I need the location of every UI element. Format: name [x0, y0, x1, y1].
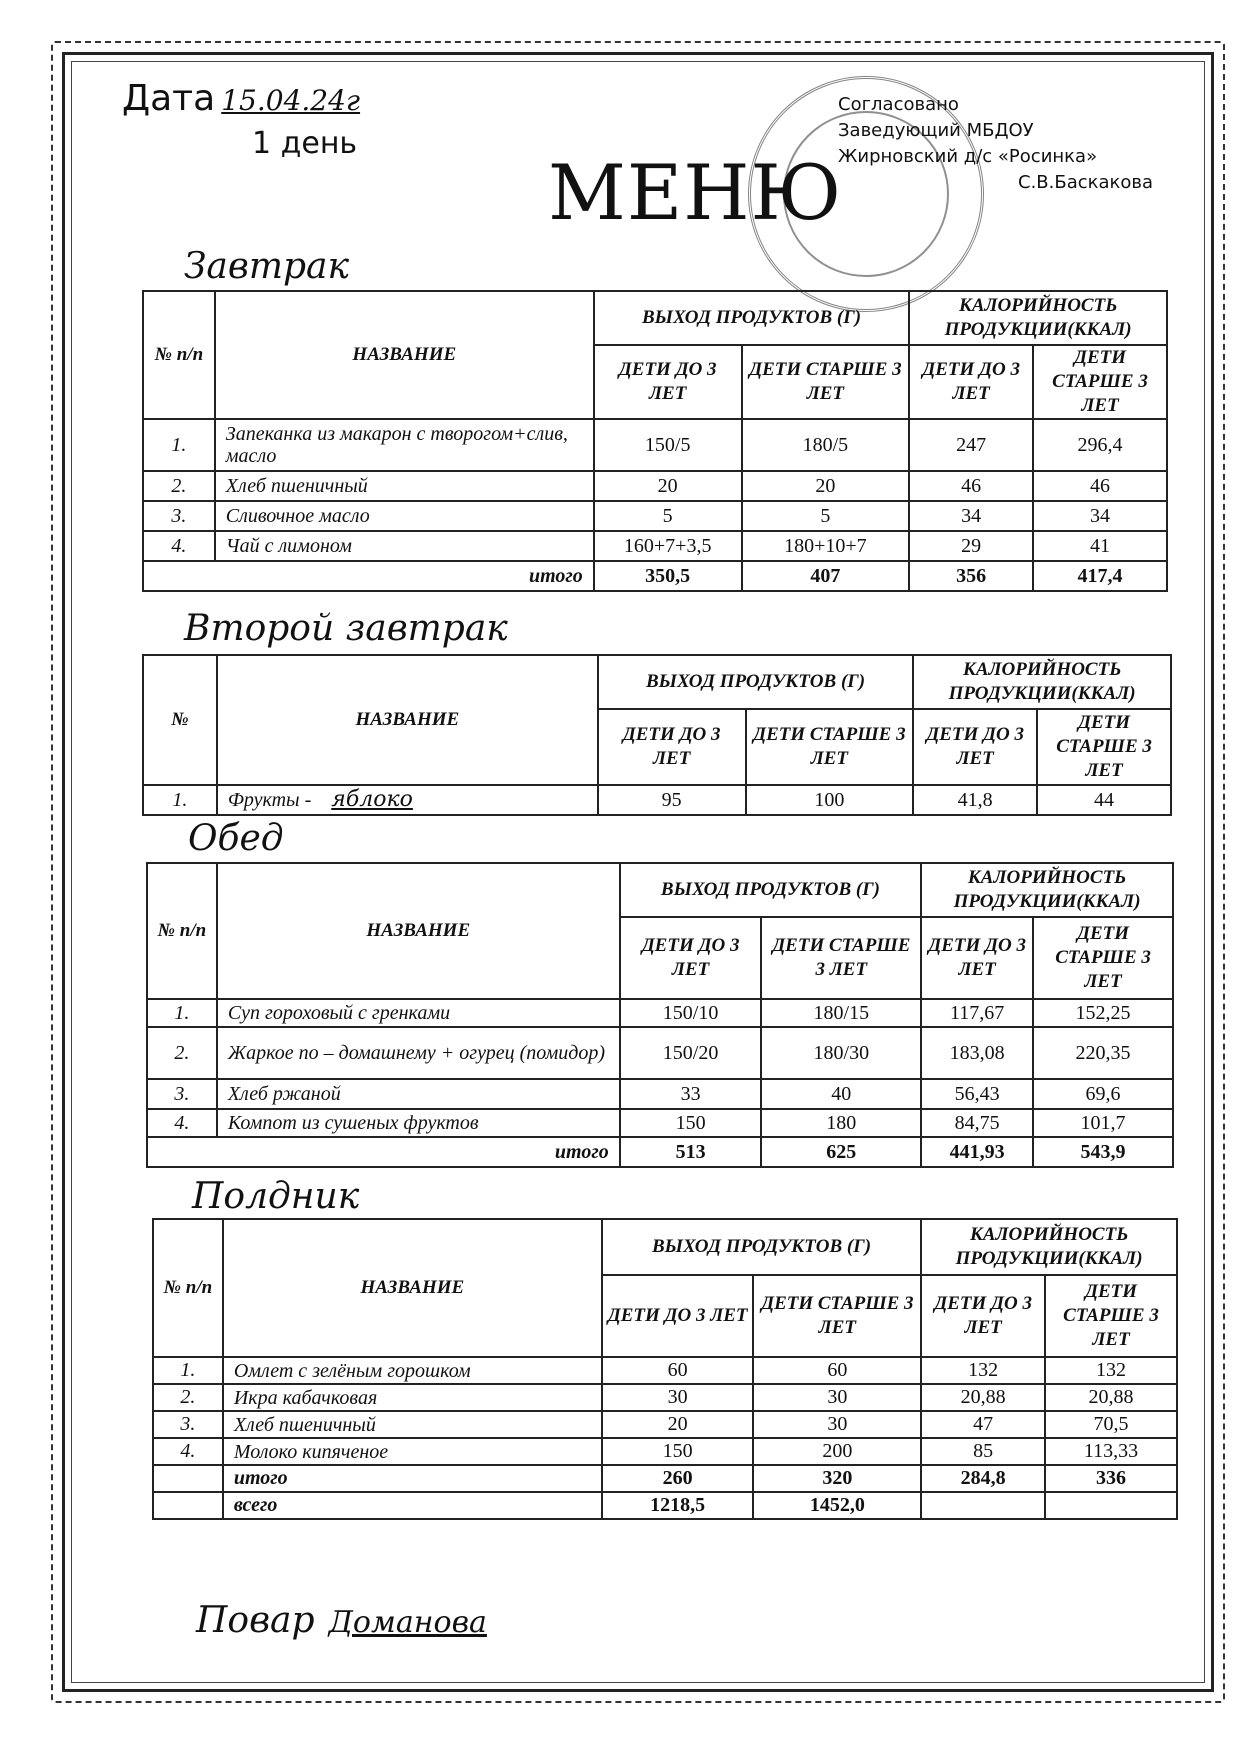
row-cal-under3: 84,75: [921, 1109, 1033, 1137]
row-yield-over3: 180: [761, 1109, 921, 1137]
row-num: 2.: [153, 1384, 223, 1411]
row-cal-under3: 29: [909, 531, 1033, 561]
row-name: Хлеб ржаной: [217, 1079, 620, 1109]
cook-signature: Доманова: [328, 1605, 487, 1640]
lunch-table: [146, 862, 1174, 1168]
col-header-over3: ДЕТИ СТАРШЕ 3 ЛЕТ: [761, 917, 921, 999]
approval-signatory: С.В.Баскакова: [1018, 172, 1154, 193]
row-name: [217, 785, 598, 815]
date-value: 15.04.24г: [221, 84, 361, 117]
table-row: [143, 471, 1167, 501]
row-yield-under3: 150: [620, 1109, 762, 1137]
approval-line: Заведующий МБДОУ: [838, 120, 1034, 141]
col-header-over3: ДЕТИ СТАРШЕ 3 ЛЕТ: [1033, 345, 1167, 419]
row-cal-over3: 220,35: [1033, 1027, 1173, 1079]
col-header-num: № п/п: [153, 1219, 223, 1357]
row-cal-over3: 296,4: [1033, 419, 1167, 471]
total-yield-under3: 513: [620, 1137, 762, 1167]
empty-cell: [153, 1492, 223, 1519]
row-yield-under3: 150/5: [594, 419, 742, 471]
table-row: [153, 1357, 1177, 1384]
col-header-name: НАЗВАНИЕ: [223, 1219, 602, 1357]
row-yield-over3: 5: [742, 501, 910, 531]
row-name: Омлет с зелёным горошком: [223, 1357, 602, 1384]
total-label: итого: [143, 561, 594, 591]
col-header-under3: ДЕТИ ДО 3 ЛЕТ: [602, 1275, 754, 1357]
row-cal-under3: 247: [909, 419, 1033, 471]
empty-cell: [921, 1492, 1045, 1519]
grand-total-row: [153, 1492, 1177, 1519]
row-name: Запеканка из макарон с творогом+слив, масло: [215, 419, 594, 471]
row-cal-under3: 34: [909, 501, 1033, 531]
approval-block: [838, 92, 1153, 196]
total-yield-over3: 625: [761, 1137, 921, 1167]
row-num: 3.: [143, 501, 215, 531]
row-yield-under3: 33: [620, 1079, 762, 1109]
row-cal-over3: 44: [1037, 785, 1171, 815]
total-cal-over3: 336: [1045, 1465, 1177, 1492]
handwritten-fruit: яблоко: [331, 787, 413, 812]
col-header-over3: ДЕТИ СТАРШЕ 3 ЛЕТ: [1037, 709, 1171, 785]
row-num: 1.: [147, 999, 217, 1027]
day-label: 1 день: [252, 126, 358, 161]
date-line: [122, 78, 360, 119]
col-header-over3: ДЕТИ СТАРШЕ 3 ЛЕТ: [753, 1275, 921, 1357]
approval-line: Согласовано: [838, 94, 959, 115]
total-yield-over3: 407: [742, 561, 910, 591]
row-cal-over3: 34: [1033, 501, 1167, 531]
row-name: Икра кабачковая: [223, 1384, 602, 1411]
col-header-name: НАЗВАНИЕ: [217, 655, 598, 785]
col-header-under3: ДЕТИ ДО 3 ЛЕТ: [921, 917, 1033, 999]
table-row: [147, 1109, 1173, 1137]
date-label: Дата: [122, 78, 216, 119]
row-yield-under3: 150/10: [620, 999, 762, 1027]
row-name: Молоко кипяченое: [223, 1438, 602, 1465]
row-yield-over3: 100: [746, 785, 914, 815]
col-header-under3: ДЕТИ ДО 3 ЛЕТ: [921, 1275, 1045, 1357]
col-header-over3: ДЕТИ СТАРШЕ 3 ЛЕТ: [1045, 1275, 1177, 1357]
row-name: Хлеб пшеничный: [215, 471, 594, 501]
row-num: 3.: [147, 1079, 217, 1109]
col-header-yield: ВЫХОД ПРОДУКТОВ (Г): [620, 863, 921, 917]
row-yield-over3: 180+10+7: [742, 531, 910, 561]
col-header-num: №: [143, 655, 217, 785]
row-yield-under3: 150: [602, 1438, 754, 1465]
row-yield-over3: 180/30: [761, 1027, 921, 1079]
row-cal-over3: 41: [1033, 531, 1167, 561]
row-cal-over3: 46: [1033, 471, 1167, 501]
row-yield-over3: 30: [753, 1384, 921, 1411]
col-header-calories: КАЛОРИЙНОСТЬ ПРОДУКЦИИ(ККАЛ): [921, 1219, 1177, 1275]
row-cal-under3: 56,43: [921, 1079, 1033, 1109]
row-cal-over3: 152,25: [1033, 999, 1173, 1027]
total-cal-over3: 417,4: [1033, 561, 1167, 591]
total-label: итого: [147, 1137, 620, 1167]
row-cal-under3: 20,88: [921, 1384, 1045, 1411]
section-title-lunch: Обед: [188, 818, 284, 859]
second-breakfast-table: [142, 654, 1172, 816]
col-header-under3: ДЕТИ ДО 3 ЛЕТ: [909, 345, 1033, 419]
col-header-under3: ДЕТИ ДО 3 ЛЕТ: [913, 709, 1037, 785]
grand-total-under3: 1218,5: [602, 1492, 754, 1519]
row-name: Чай с лимоном: [215, 531, 594, 561]
empty-cell: [1045, 1492, 1177, 1519]
row-num: 4.: [147, 1109, 217, 1137]
total-yield-over3: 320: [753, 1465, 921, 1492]
col-header-calories: КАЛОРИЙНОСТЬ ПРОДУКЦИИ(ККАЛ): [913, 655, 1171, 709]
row-name: Сливочное масло: [215, 501, 594, 531]
row-num: 2.: [147, 1027, 217, 1079]
grand-total-over3: 1452,0: [753, 1492, 921, 1519]
empty-cell: [153, 1465, 223, 1492]
cook-signature-line: [196, 1600, 487, 1641]
row-cal-under3: 85: [921, 1438, 1045, 1465]
row-yield-over3: 180/5: [742, 419, 910, 471]
row-cal-under3: 46: [909, 471, 1033, 501]
row-num: 1.: [153, 1357, 223, 1384]
snack-table: [152, 1218, 1178, 1520]
table-row: [153, 1411, 1177, 1438]
row-yield-over3: 20: [742, 471, 910, 501]
section-title-second-breakfast: Второй завтрак: [184, 608, 508, 649]
row-num: 3.: [153, 1411, 223, 1438]
row-yield-over3: 40: [761, 1079, 921, 1109]
row-cal-over3: 69,6: [1033, 1079, 1173, 1109]
total-label: итого: [223, 1465, 602, 1492]
row-cal-over3: 70,5: [1045, 1411, 1177, 1438]
section-title-snack: Полдник: [192, 1176, 360, 1217]
row-name: Хлеб пшеничный: [223, 1411, 602, 1438]
row-yield-under3: 60: [602, 1357, 754, 1384]
table-row: [153, 1384, 1177, 1411]
row-name-text: Фрукты -: [227, 789, 312, 811]
col-header-num: № п/п: [143, 291, 215, 419]
row-cal-under3: 183,08: [921, 1027, 1033, 1079]
cook-label: Повар: [196, 1600, 315, 1641]
table-row: [147, 999, 1173, 1027]
row-yield-under3: 20: [602, 1411, 754, 1438]
col-header-name: НАЗВАНИЕ: [217, 863, 620, 999]
total-yield-under3: 350,5: [594, 561, 742, 591]
row-cal-under3: 117,67: [921, 999, 1033, 1027]
row-cal-over3: 101,7: [1033, 1109, 1173, 1137]
col-header-yield: ВЫХОД ПРОДУКТОВ (Г): [602, 1219, 921, 1275]
row-name: Компот из сушеных фруктов: [217, 1109, 620, 1137]
total-cal-under3: 441,93: [921, 1137, 1033, 1167]
total-yield-under3: 260: [602, 1465, 754, 1492]
col-header-calories: КАЛОРИЙНОСТЬ ПРОДУКЦИИ(ККАЛ): [909, 291, 1167, 345]
table-row: [147, 1027, 1173, 1079]
row-yield-under3: 5: [594, 501, 742, 531]
page-title: МЕНЮ: [548, 148, 843, 237]
table-row: [143, 531, 1167, 561]
row-num: 4.: [143, 531, 215, 561]
table-row: [143, 501, 1167, 531]
total-row: [153, 1465, 1177, 1492]
row-yield-under3: 150/20: [620, 1027, 762, 1079]
col-header-over3: ДЕТИ СТАРШЕ 3 ЛЕТ: [1033, 917, 1173, 999]
col-header-num: № п/п: [147, 863, 217, 999]
row-name: Жаркое по – домашнему + огурец (помидор): [217, 1027, 620, 1079]
total-cal-over3: 543,9: [1033, 1137, 1173, 1167]
col-header-under3: ДЕТИ ДО 3 ЛЕТ: [598, 709, 746, 785]
approval-line: Жирновский д/с «Росинка»: [838, 146, 1098, 167]
grand-total-label: всего: [223, 1492, 602, 1519]
table-row: [143, 785, 1171, 815]
total-cal-under3: 356: [909, 561, 1033, 591]
row-yield-under3: 30: [602, 1384, 754, 1411]
col-header-name: НАЗВАНИЕ: [215, 291, 594, 419]
table-row: [147, 1079, 1173, 1109]
col-header-over3: ДЕТИ СТАРШЕ 3 ЛЕТ: [742, 345, 910, 419]
col-header-under3: ДЕТИ ДО 3 ЛЕТ: [620, 917, 762, 999]
row-num: 1.: [143, 419, 215, 471]
row-cal-under3: 47: [921, 1411, 1045, 1438]
row-yield-over3: 60: [753, 1357, 921, 1384]
row-cal-under3: 132: [921, 1357, 1045, 1384]
table-row: [143, 419, 1167, 471]
row-yield-under3: 160+7+3,5: [594, 531, 742, 561]
total-row: [147, 1137, 1173, 1167]
row-num: 2.: [143, 471, 215, 501]
col-header-over3: ДЕТИ СТАРШЕ 3 ЛЕТ: [746, 709, 914, 785]
section-title-breakfast: Завтрак: [184, 246, 349, 287]
row-name: Суп гороховый с гренками: [217, 999, 620, 1027]
row-yield-over3: 200: [753, 1438, 921, 1465]
total-row: [143, 561, 1167, 591]
row-yield-over3: 180/15: [761, 999, 921, 1027]
row-cal-under3: 41,8: [913, 785, 1037, 815]
breakfast-table: [142, 290, 1168, 592]
row-cal-over3: 113,33: [1045, 1438, 1177, 1465]
col-header-calories: КАЛОРИЙНОСТЬ ПРОДУКЦИИ(ККАЛ): [921, 863, 1173, 917]
row-yield-under3: 95: [598, 785, 746, 815]
table-row: [153, 1438, 1177, 1465]
row-yield-under3: 20: [594, 471, 742, 501]
col-header-yield: ВЫХОД ПРОДУКТОВ (Г): [598, 655, 913, 709]
row-num: 1.: [143, 785, 217, 815]
col-header-yield: ВЫХОД ПРОДУКТОВ (Г): [594, 291, 909, 345]
col-header-under3: ДЕТИ ДО 3 ЛЕТ: [594, 345, 742, 419]
total-cal-under3: 284,8: [921, 1465, 1045, 1492]
row-cal-over3: 132: [1045, 1357, 1177, 1384]
row-yield-over3: 30: [753, 1411, 921, 1438]
row-num: 4.: [153, 1438, 223, 1465]
row-cal-over3: 20,88: [1045, 1384, 1177, 1411]
